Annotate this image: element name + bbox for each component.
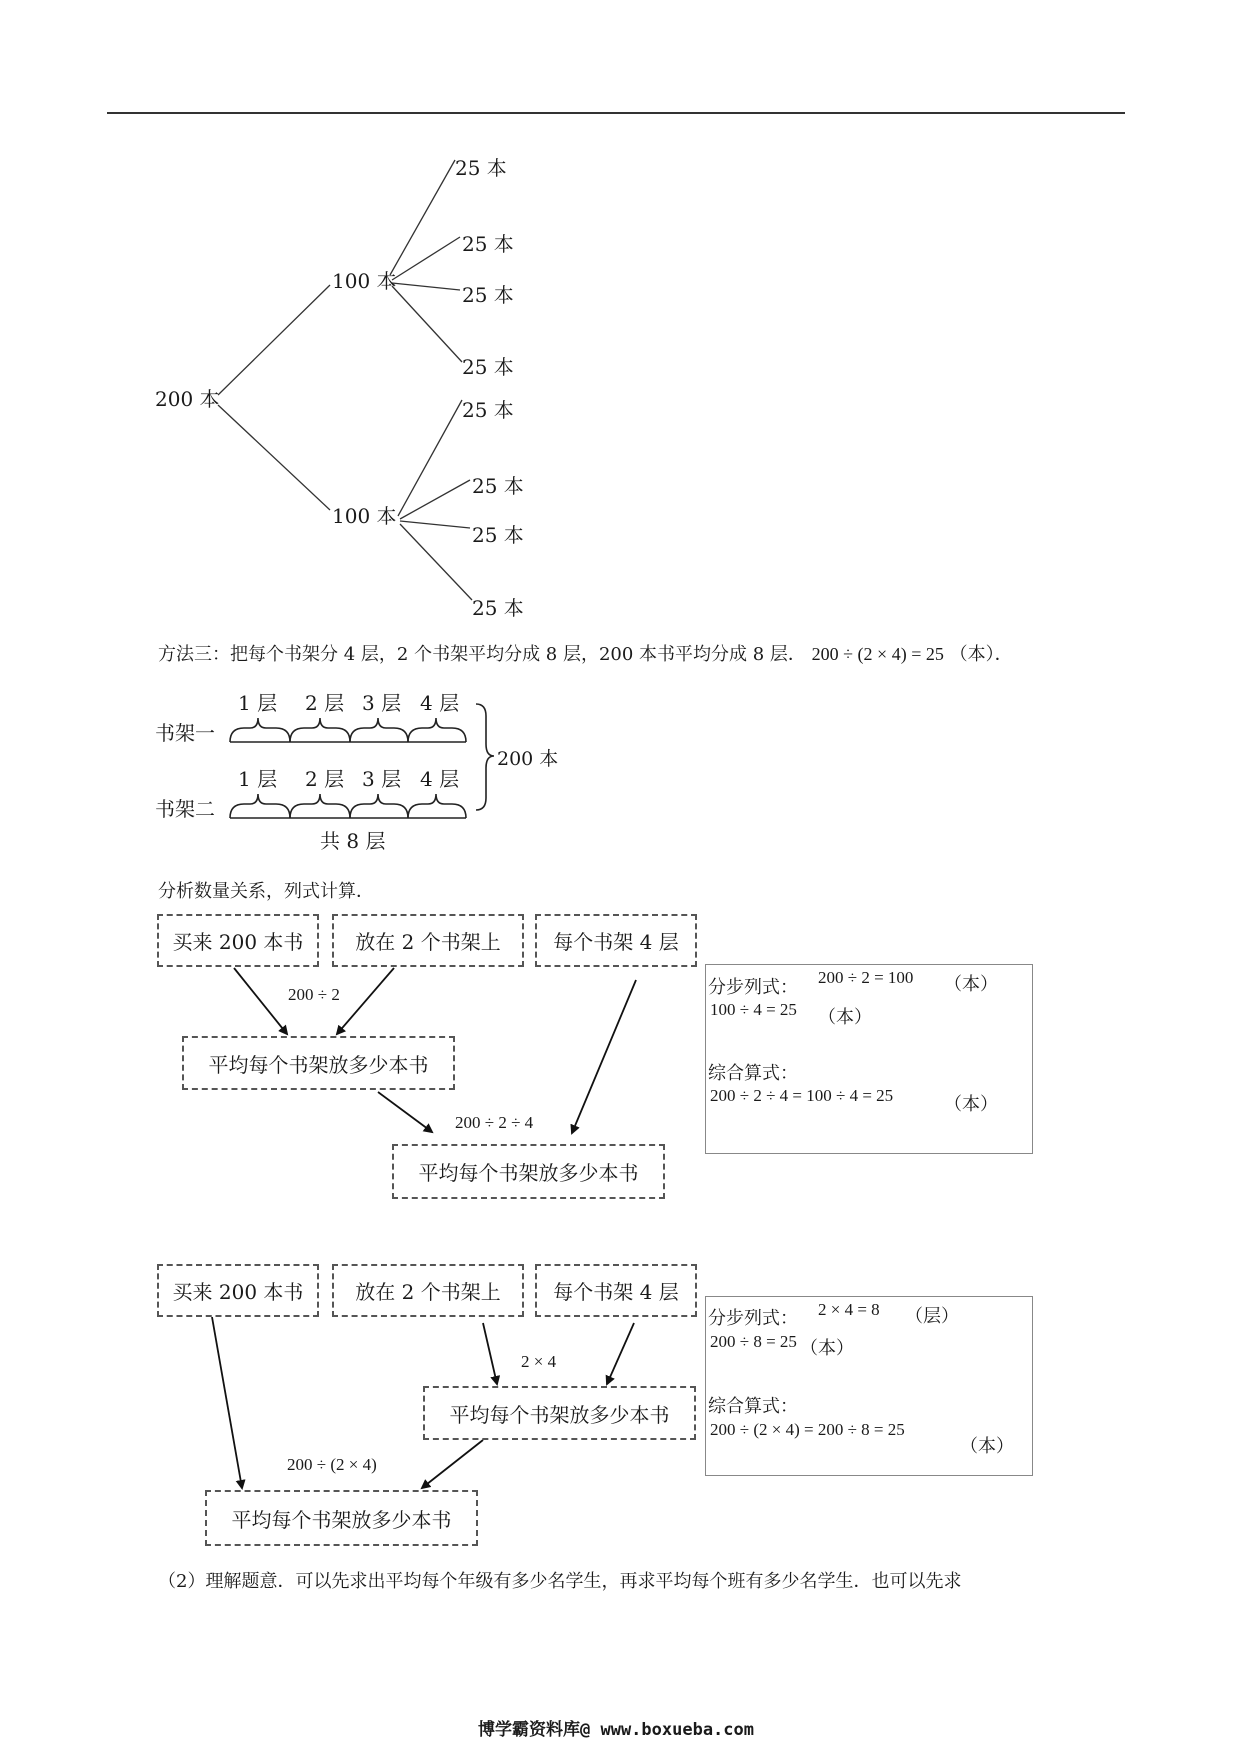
method3-formula: 200 ÷ (2 × 4) = 25 [811,644,944,664]
method3-sentence: 方法三：把每个书架分 4 层，2 个书架平均分成 8 层，200 本书平均分成 8 层． [158,644,806,665]
tree-leaf: 25 本 [472,596,524,620]
flow2-step1-unit: （层） [905,1306,959,1327]
tree-leaf: 25 本 [472,523,524,547]
flow1-box-buy: 买来 200 本书 [157,914,319,967]
flow2-box-buy: 买来 200 本书 [157,1264,319,1317]
flow1-box-four-layers: 每个书架 4 层 [535,914,697,967]
flow1-box-two-shelves: 放在 2 个书架上 [332,914,524,967]
shelf1-layer: 1 层 [238,691,278,715]
tree-leaf: 25 本 [462,283,514,307]
flow1-combined: 200 ÷ 2 ÷ 4 = 100 ÷ 4 = 25 [710,1086,894,1105]
flow2-box-two-shelves: 放在 2 个书架上 [332,1264,524,1317]
tree-leaf: 25 本 [455,156,507,180]
flow1-step2-unit: （本） [818,1007,872,1028]
shelf2-layer: 4 层 [420,767,460,791]
shelf-total-books: 200 本 [497,748,559,770]
flow2-op2: 200 ÷ (2 × 4) [287,1455,377,1474]
flow1-step1-unit: （本） [944,974,998,995]
shelf2-label: 书架二 [155,797,215,821]
flow1-combined-label: 综合算式： [708,1063,798,1084]
tree-leaf: 25 本 [462,398,514,422]
flow2-combined: 200 ÷ (2 × 4) = 200 ÷ 8 = 25 [710,1420,905,1439]
flow2-combined-unit: （本） [960,1436,1014,1457]
tree-node-top: 100 本 [332,269,397,293]
flow1-step2: 100 ÷ 4 = 25 [710,1000,797,1019]
flow1-step-label: 分步列式： [708,977,798,998]
tree-node-bottom: 100 本 [332,504,397,528]
part2-text: （2）理解题意．可以先求出平均每个年级有多少名学生，再求平均每个班有多少名学生．也可以先求 [158,1571,962,1592]
flow1-box-mid: 平均每个书架放多少本书 [182,1036,455,1090]
shelf1-label: 书架一 [155,721,215,745]
flow2-step-label: 分步列式： [708,1308,798,1329]
flow2-step2: 200 ÷ 8 = 25 [710,1332,797,1351]
tree-leaf: 25 本 [472,474,524,498]
flow1-step1: 200 ÷ 2 = 100 [818,968,914,987]
footer-watermark: 博学霸资料库@ www.boxueba.com [478,1720,754,1740]
flow1-op1: 200 ÷ 2 [288,985,340,1004]
shelf1-layer: 2 层 [305,691,345,715]
shelf1-layer: 4 层 [420,691,460,715]
flow2-box-mid: 平均每个书架放多少本书 [423,1386,696,1440]
tree-leaf: 25 本 [462,232,514,256]
method3-unit: （本）． [949,644,1013,665]
flow2-combined-label: 综合算式： [708,1396,798,1417]
flow2-step2-unit: （本） [800,1338,854,1359]
flow2-box-four-layers: 每个书架 4 层 [535,1264,697,1317]
flow1-box-result: 平均每个书架放多少本书 [392,1144,665,1199]
flow1-combined-unit: （本） [944,1094,998,1115]
flow1-op2: 200 ÷ 2 ÷ 4 [455,1113,534,1132]
shelf2-layer: 2 层 [305,767,345,791]
shelf1-layer: 3 层 [362,691,402,715]
analysis-text: 分析数量关系，列式计算． [158,881,374,902]
shelf2-layer: 1 层 [238,767,278,791]
flow2-box-result: 平均每个书架放多少本书 [205,1490,478,1546]
tree-leaf: 25 本 [462,355,514,379]
tree-root: 200 本 [155,387,220,411]
shelf2-layer: 3 层 [362,767,402,791]
flow2-step1: 2 × 4 = 8 [818,1300,880,1319]
flow2-op1: 2 × 4 [521,1352,557,1371]
shelf-total-layers: 共 8 层 [320,829,386,853]
